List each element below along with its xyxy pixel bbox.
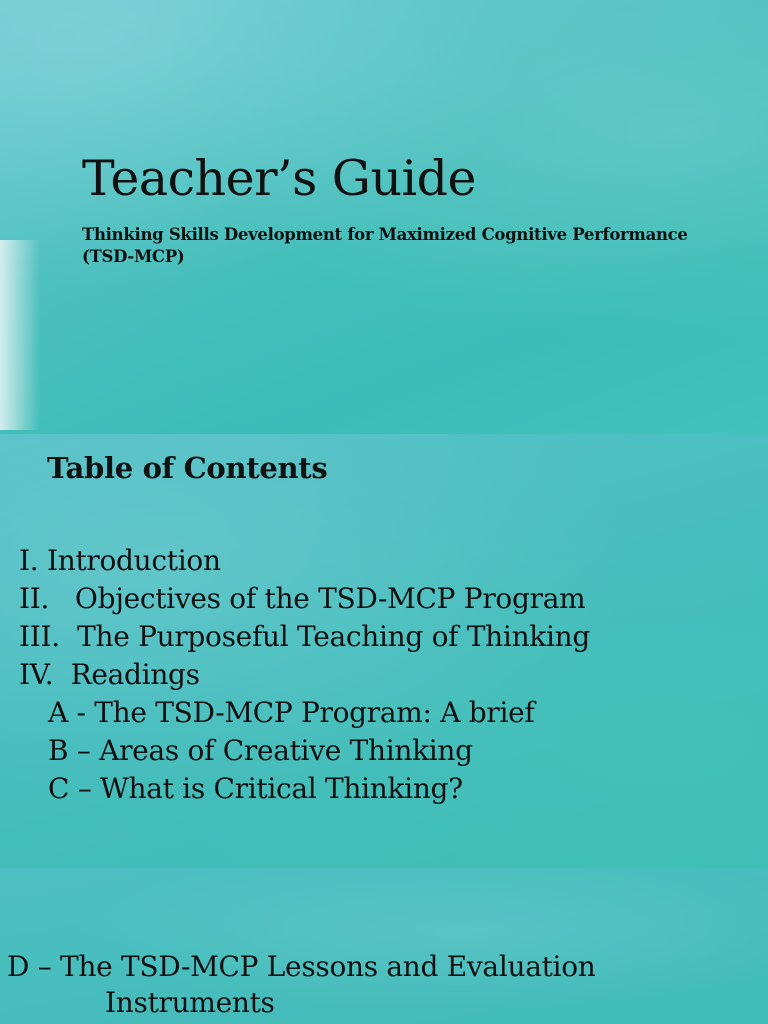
toc-item-purposeful-teaching: III. The Purposeful Teaching of Thinking	[19, 620, 590, 653]
page-title: Teacher’s Guide	[82, 150, 477, 207]
toc-subitem-a: A - The TSD-MCP Program: A brief	[48, 696, 535, 729]
toc-subitem-c: C – What is Critical Thinking?	[48, 772, 463, 805]
toc-subitem-d-continued: Instruments	[105, 986, 275, 1019]
toc-item-introduction: I. Introduction	[19, 544, 221, 577]
toc-subitem-b: B – Areas of Creative Thinking	[48, 734, 473, 767]
torn-paper-edge	[0, 240, 40, 430]
toc-heading: Table of Contents	[47, 451, 328, 485]
toc-continued-slide	[0, 868, 768, 1024]
toc-subitem-d: D – The TSD-MCP Lessons and Evaluation	[7, 950, 596, 983]
toc-slide	[0, 434, 768, 868]
toc-list	[19, 542, 590, 808]
toc-item-objectives: II. Objectives of the TSD-MCP Program	[19, 582, 586, 615]
title-slide	[0, 0, 768, 434]
toc-item-readings: IV. Readings	[19, 658, 200, 691]
page-subtitle: Thinking Skills Development for Maximized Cognitive Performance (TSD-MCP)	[82, 225, 688, 266]
